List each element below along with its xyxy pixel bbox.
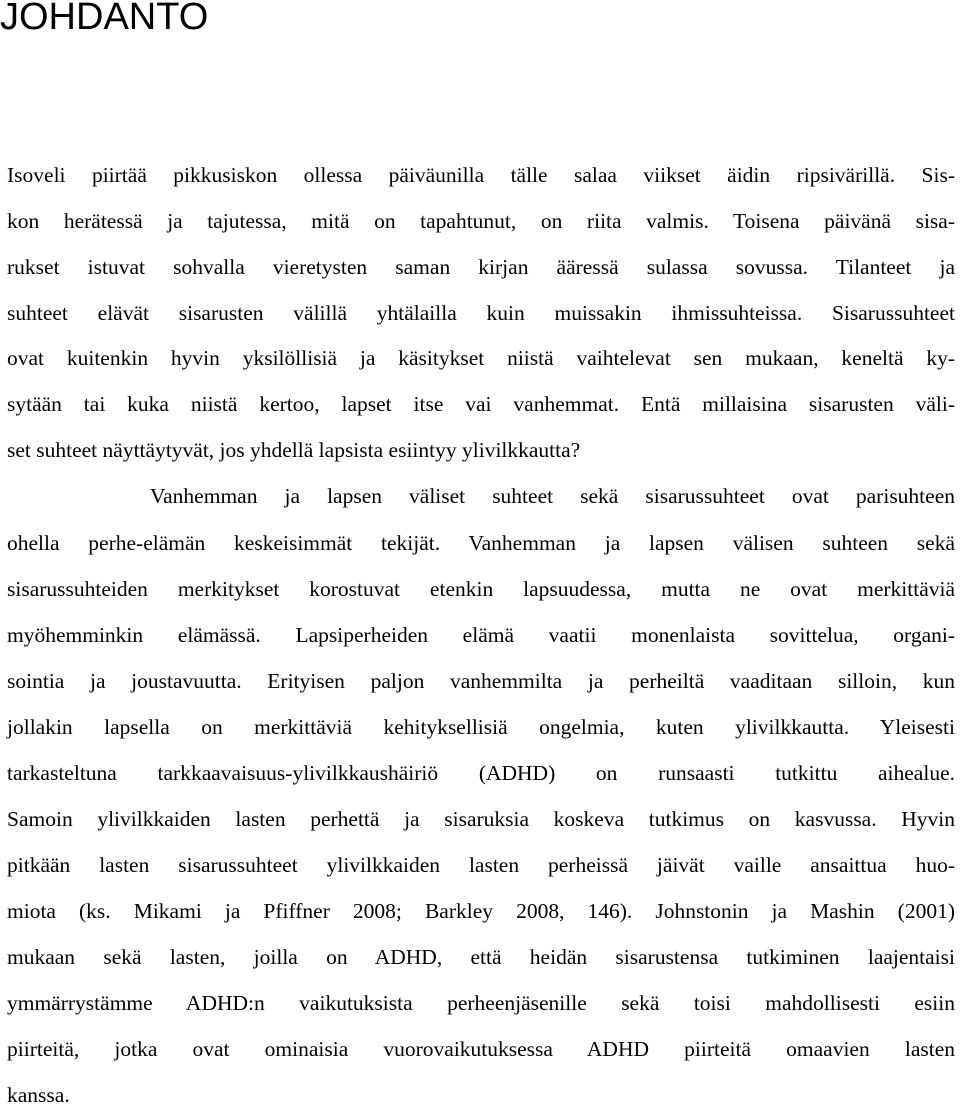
text-line: myöhemminkin elämässä. Lapsiperheiden elämä vaatii monenlaista sovittelua, organi- — [7, 623, 955, 647]
text-line: Vanhemman ja lapsen väliset suhteet sekä sisarussuhteet ovat parisuhteen — [150, 484, 955, 508]
text-line: kanssa. — [7, 1083, 70, 1107]
text-line: ovat kuitenkin hyvin yksilöllisiä ja käsitykset niistä vaihtelevat sen mukaan, keneltä ky- — [7, 346, 955, 370]
text-line: suhteet elävät sisarusten välillä yhtälailla kuin muissakin ihmissuhteissa. Sisarussuhteet — [7, 301, 955, 325]
text-line: jollakin lapsella on merkittäviä kehityksellisiä ongelmia, kuten ylivilkkautta. Yleisesti — [7, 715, 955, 739]
text-line: mukaan sekä lasten, joilla on ADHD, että heidän sisarustensa tutkiminen laajentaisi — [7, 945, 955, 969]
text-line: Samoin ylivilkkaiden lasten perhettä ja sisaruksia koskeva tutkimus on kasvussa. Hyvin — [7, 807, 955, 831]
chapter-heading: JOHDANTO — [0, 0, 209, 38]
text-line: pitkään lasten sisarussuhteet ylivilkkaiden lasten perheissä jäivät vaille ansaittua huo- — [7, 853, 955, 877]
text-line: piirteitä, jotka ovat ominaisia vuorovaikutuksessa ADHD piirteitä omaavien lasten — [7, 1037, 955, 1061]
text-line: miota (ks. Mikami ja Pfiffner 2008; Barkley 2008, 146). Johnstonin ja Mashin (2001) — [7, 899, 955, 923]
text-line: ohella perhe-elämän keskeisimmät tekijät. Vanhemman ja lapsen välisen suhteen sekä — [7, 531, 955, 555]
text-line: ymmärrystämme ADHD:n vaikutuksista perheenjäsenille sekä toisi mahdollisesti esiin — [7, 991, 955, 1015]
text-line: sytään tai kuka niistä kertoo, lapset itse vai vanhemmat. Entä millaisina sisarusten väli- — [7, 392, 955, 416]
text-line: set suhteet näyttäytyvät, jos yhdellä lapsista esiintyy ylivilkkautta? — [7, 438, 581, 462]
text-line: kon herätessä ja tajutessa, mitä on tapahtunut, on riita valmis. Toisena päivänä sisa- — [7, 209, 955, 233]
text-line: rukset istuvat sohvalla vieretysten saman kirjan ääressä sulassa sovussa. Tilanteet ja — [7, 255, 955, 279]
text-line: tarkasteltuna tarkkaavaisuus-ylivilkkaushäiriö (ADHD) on runsaasti tutkittu aihealue. — [7, 761, 955, 785]
text-line: sointia ja joustavuutta. Erityisen paljon vanhemmilta ja perheiltä vaaditaan silloin, kun — [7, 669, 955, 693]
text-line: sisarussuhteiden merkitykset korostuvat etenkin lapsuudessa, mutta ne ovat merkittäviä — [7, 577, 955, 601]
text-line: Isoveli piirtää pikkusiskon ollessa päiväunilla tälle salaa viikset äidin ripsivärillä. Sis- — [7, 163, 955, 187]
